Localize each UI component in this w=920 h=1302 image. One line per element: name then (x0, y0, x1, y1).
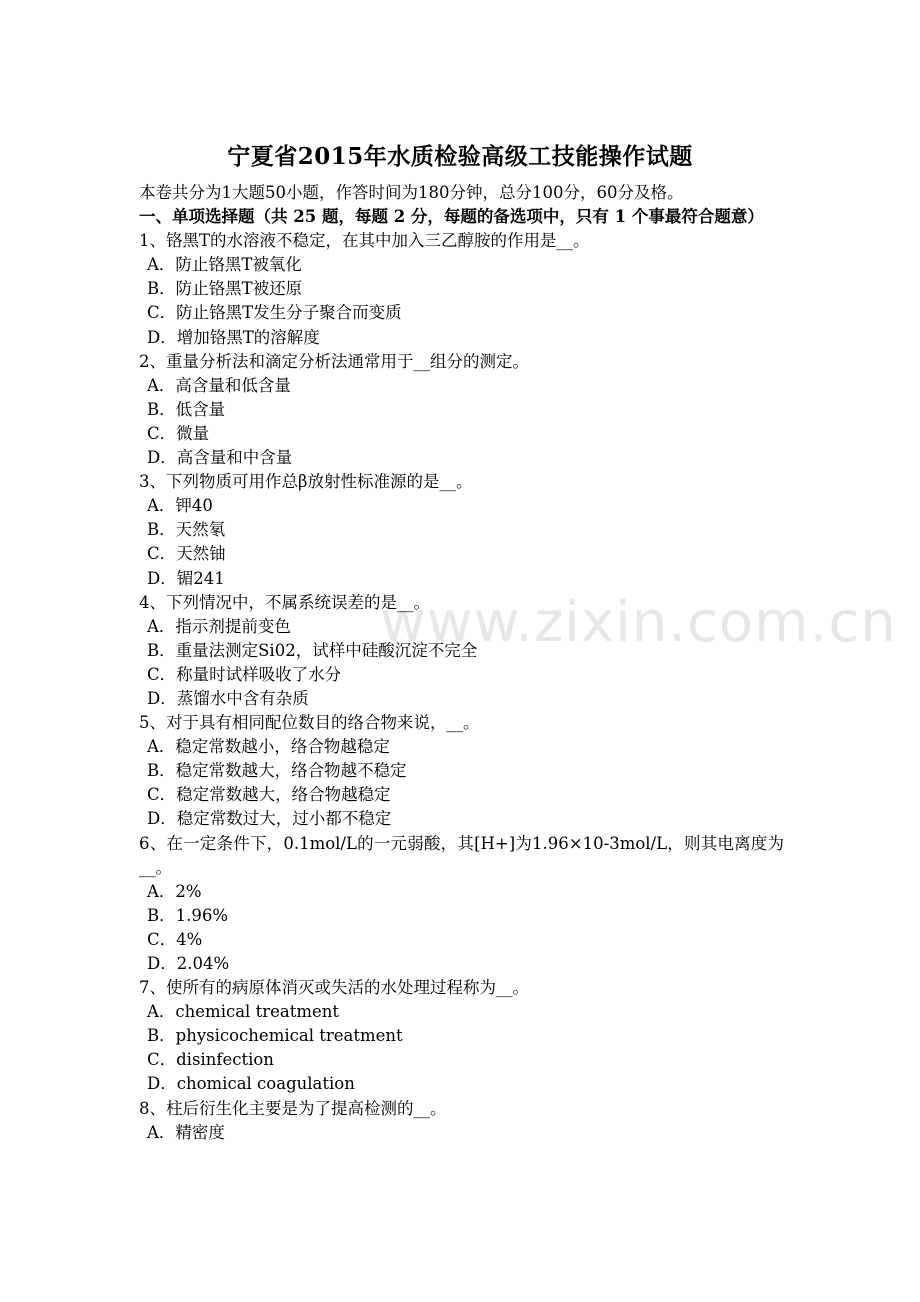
answer-option: D．增加铬黑T的溶解度 (147, 327, 320, 347)
question-stem: 8、柱后衍生化主要是为了提高检测的__。 (139, 1098, 447, 1118)
answer-option: B．低含量 (147, 399, 226, 419)
answer-option: B．天然氡 (147, 520, 226, 540)
question-block (139, 976, 784, 1096)
question-block (139, 470, 784, 590)
answer-option: A．精密度 (147, 1122, 225, 1142)
answer-option: C．disinfection (147, 1050, 274, 1070)
question-block (139, 832, 784, 977)
answer-option: B．1.96% (147, 905, 229, 925)
question-block (139, 1097, 784, 1145)
answer-option: D．稳定常数过大，过小都不稳定 (147, 809, 392, 829)
answer-option: C．称量时试样吸收了水分 (147, 664, 342, 684)
page-title: 宁夏省2015年水质检验高级工技能操作试题 (227, 143, 693, 170)
answer-option: C．天然铀 (147, 544, 226, 564)
answer-option: A．2% (147, 881, 202, 901)
answer-option: A．chemical treatment (147, 1002, 339, 1022)
answer-option: B．重量法测定Si02，试样中硅酸沉淀不完全 (147, 640, 478, 660)
answer-option: D．镅241 (147, 568, 225, 588)
question-stem: 5、对于具有相同配位数目的络合物来说，__。 (139, 713, 480, 733)
question-block (139, 350, 784, 470)
question-stem: 1、铬黑T的水溶液不稳定，在其中加入三乙醇胺的作用是__。 (139, 231, 590, 251)
answer-option: A．防止铬黑T被氧化 (147, 255, 302, 275)
question-stem: 2、重量分析法和滴定分析法通常用于__组分的测定。 (139, 351, 529, 371)
question-stem: 6、在一定条件下，0.1mol/L的一元弱酸，其[H+]为1.96×10-3mol/L，则其电离度为__。 (139, 833, 784, 877)
question-block (139, 591, 784, 711)
question-stem: 4、下列情况中，不属系统误差的是__。 (139, 592, 430, 612)
answer-option: C．防止铬黑T发生分子聚合而变质 (147, 303, 402, 323)
answer-option: C．稳定常数越大，络合物越稳定 (147, 785, 391, 805)
exam-intro: 本卷共分为1大题50小题，作答时间为180分钟，总分100分，60分及格。 (139, 183, 684, 202)
answer-option: B．稳定常数越大，络合物越不稳定 (147, 761, 407, 781)
watermark: www.zixin.com.cn (380, 590, 897, 655)
answer-option: C．4% (147, 929, 203, 949)
answer-option: D．2.04% (147, 954, 230, 973)
answer-option: A．稳定常数越小，络合物越稳定 (147, 737, 390, 757)
question-stem: 7、使所有的病原体消灭或失活的水处理过程称为__。 (139, 978, 529, 998)
answer-option: A．指示剂提前变色 (147, 616, 291, 636)
answer-option: A．钾40 (147, 496, 213, 516)
question-block (139, 711, 784, 831)
document-body (139, 181, 784, 1145)
answer-option: D．蒸馏水中含有杂质 (147, 688, 309, 708)
answer-option: A．高含量和低含量 (147, 375, 291, 395)
answer-option: C．微量 (147, 423, 210, 443)
answer-option: D．高含量和中含量 (147, 448, 293, 468)
section-heading: 一、单项选择题（共 25 题，每题 2 分，每题的备选项中，只有 1 个事最符合题意） (139, 207, 764, 227)
question-block (139, 229, 784, 349)
question-stem: 3、下列物质可用作总β放射性标准源的是__。 (139, 472, 473, 492)
answer-option: D．chomical coagulation (147, 1074, 355, 1094)
answer-option: B．防止铬黑T被还原 (147, 279, 303, 299)
answer-option: B．physicochemical treatment (147, 1026, 403, 1046)
